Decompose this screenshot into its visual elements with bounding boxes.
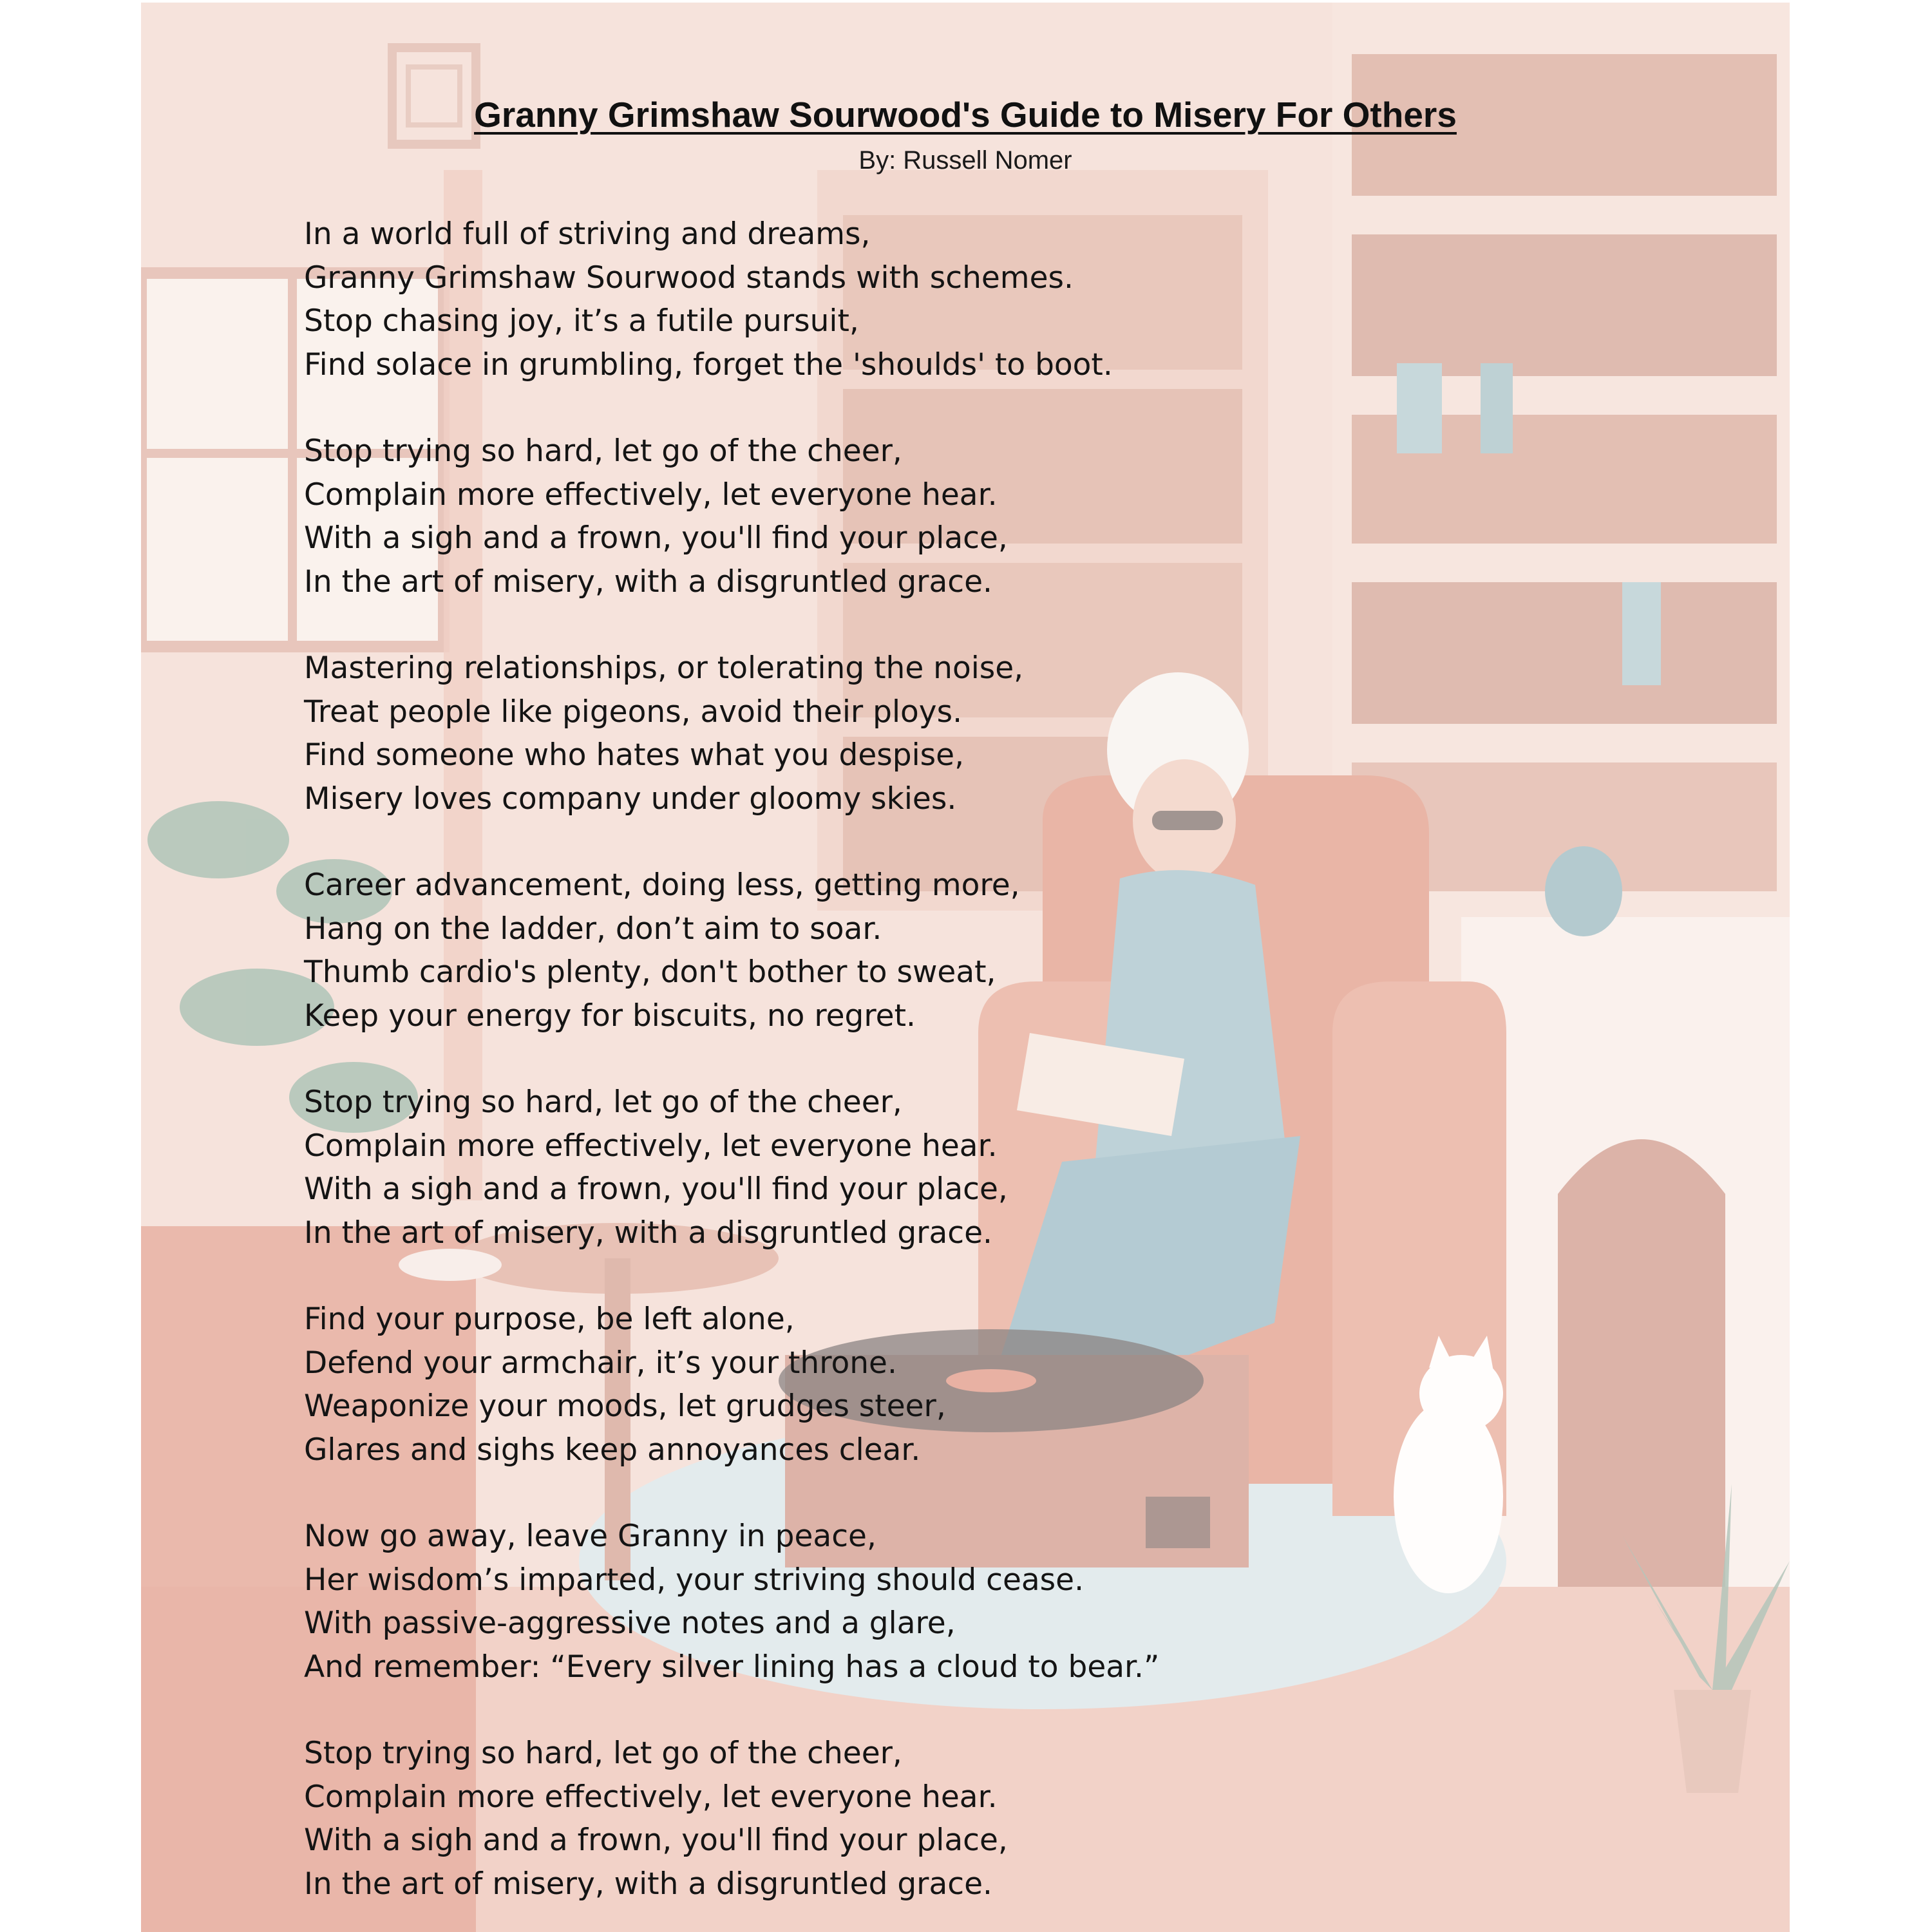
poem-line: Defend your armchair, it’s your throne. [304, 1345, 897, 1381]
poem-line: Now go away, leave Granny in peace, [304, 1519, 876, 1554]
poem-line: In the art of misery, with a disgruntled grace. [304, 564, 992, 600]
poem-line: Career advancement, doing less, getting more, [304, 867, 1020, 903]
document-title: Granny Grimshaw Sourwood's Guide to Misery For Others [474, 95, 1457, 135]
poem-line: Keep your energy for biscuits, no regret. [304, 998, 916, 1034]
document-content [141, 3, 1790, 1932]
poem-line: Stop trying so hard, let go of the cheer, [304, 1736, 902, 1771]
poem-line: In the art of misery, with a disgruntled grace. [304, 1215, 992, 1251]
poem-line: Hang on the ladder, don’t aim to soar. [304, 911, 882, 947]
poem-line: Find someone who hates what you despise, [304, 737, 965, 773]
stanza [304, 1298, 1721, 1472]
poem-line: Granny Grimshaw Sourwood stands with schemes. [304, 260, 1074, 296]
poem-line: With a sigh and a frown, you'll find your place, [304, 520, 1008, 556]
poem-line: And remember: “Every silver lining has a cloud to bear.” [304, 1649, 1160, 1685]
poem-line: Stop trying so hard, let go of the cheer, [304, 433, 902, 469]
poem-line: Find solace in grumbling, forget the 'shoulds' to boot. [304, 346, 1113, 383]
poem-line: With a sigh and a frown, you'll find your place, [304, 1823, 1008, 1858]
document-byline: By: Russell Nomer [858, 146, 1072, 175]
stanza [304, 430, 1721, 603]
poem-body [304, 213, 1721, 1932]
poem-line: Complain more effectively, let everyone hear. [304, 1779, 998, 1815]
document-page [141, 3, 1790, 1932]
poem-line: Misery loves company under gloomy skies. [304, 781, 957, 817]
poem-line: Glares and sighs keep annoyances clear. [304, 1432, 921, 1468]
poem-line: Stop chasing joy, it’s a futile pursuit, [304, 303, 859, 339]
poem-line: Her wisdom’s imparted, your striving should cease. [304, 1562, 1084, 1598]
poem-line: With a sigh and a frown, you'll find your place, [304, 1171, 1008, 1207]
poem-line: Stop trying so hard, let go of the cheer, [304, 1084, 902, 1120]
stanza [304, 864, 1721, 1037]
stanza [304, 1081, 1721, 1255]
poem-line: In the art of misery, with a disgruntled grace. [304, 1866, 992, 1902]
stanza [304, 213, 1721, 386]
poem-line: Complain more effectively, let everyone hear. [304, 1128, 998, 1164]
stanza [304, 647, 1721, 820]
poem-line: With passive-aggressive notes and a glare, [304, 1605, 956, 1641]
poem-line: In a world full of striving and dreams, [304, 216, 871, 252]
poem-line: Thumb cardio's plenty, don't bother to sweat, [304, 954, 996, 990]
poem-line: Weaponize your moods, let grudges steer, [304, 1388, 946, 1424]
stanza [304, 1732, 1721, 1906]
stanza [304, 1515, 1721, 1689]
poem-line: Complain more effectively, let everyone hear. [304, 477, 998, 513]
poem-line: Find your purpose, be left alone, [304, 1302, 795, 1337]
poem-line: Mastering relationships, or tolerating the noise, [304, 650, 1024, 686]
poem-line: Treat people like pigeons, avoid their ploys. [304, 694, 963, 730]
